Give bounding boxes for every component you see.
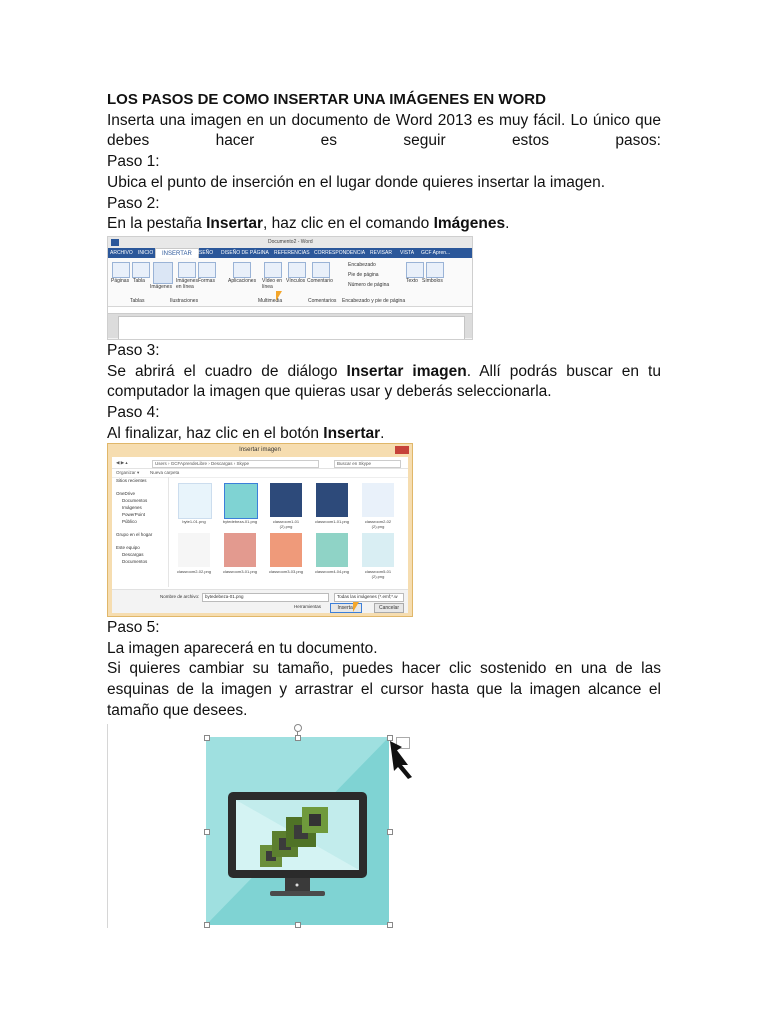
- mouse-cursor-icon: [276, 291, 282, 301]
- document-body-3: [107, 618, 661, 722]
- organize-button[interactable]: Organizar ▾: [116, 470, 140, 475]
- resized-image-illustration: [107, 724, 427, 928]
- back-forward-icon[interactable]: ◀ ▶ ▴: [116, 460, 128, 465]
- group-comentarios: Comentarios: [308, 298, 337, 304]
- sidebar-item[interactable]: PowerPoint: [122, 512, 146, 517]
- file-label: classroom5-01 (2).png: [364, 569, 392, 579]
- new-folder-button[interactable]: Nueva carpeta: [150, 470, 180, 475]
- file-label: classroom4-04.png: [314, 569, 350, 574]
- formas-label: Formas: [198, 278, 215, 284]
- dialog-footer: [112, 589, 408, 613]
- sidebar-item[interactable]: Imágenes: [122, 505, 142, 510]
- resize-cursor-icon: [388, 739, 416, 781]
- step-4-label: Paso 4:: [107, 404, 160, 422]
- file-thumbnail[interactable]: [362, 533, 394, 567]
- resize-handle-icon[interactable]: [204, 922, 210, 928]
- imagenes-icon[interactable]: [153, 262, 173, 284]
- imagenes-label: Imágenes: [150, 284, 172, 290]
- pie-de-pagina-button[interactable]: Pie de página: [348, 272, 379, 278]
- video-en-linea-icon[interactable]: [264, 262, 282, 278]
- simbolos-label: Símbolos: [422, 278, 443, 284]
- vinculos-icon[interactable]: [288, 262, 306, 278]
- document-body: [107, 90, 661, 235]
- file-type-select[interactable]: Todas las imágenes (*.emf;*.w: [334, 593, 404, 602]
- tab-diseno[interactable]: DISEÑO: [194, 250, 214, 256]
- step-2-text: En la pestaña Insertar, haz clic en el comando Imágenes.: [107, 215, 510, 233]
- computer-chip-illustration: [206, 737, 389, 925]
- dialog-title: Insertar imagen: [239, 447, 281, 453]
- texto-icon[interactable]: [406, 262, 424, 278]
- aplicaciones-label: Aplicaciones: [228, 278, 257, 284]
- imagenes-en-linea-icon[interactable]: [178, 262, 196, 278]
- rotate-handle-icon[interactable]: [294, 724, 302, 732]
- step-5-text: La imagen aparecerá en tu documento.: [107, 639, 378, 657]
- tabla-label: Tabla: [133, 278, 145, 284]
- file-label: classroom2-02.png: [176, 569, 212, 574]
- step-1-text: Ubica el punto de inserción en el lugar donde quieres insertar la imagen.: [107, 173, 606, 191]
- resize-handle-icon[interactable]: [204, 735, 210, 741]
- file-thumbnail[interactable]: [362, 483, 394, 517]
- comentario-icon[interactable]: [312, 262, 330, 278]
- inserted-image[interactable]: [206, 737, 389, 925]
- word-tab-bar: [108, 248, 472, 258]
- sidebar-item[interactable]: Descargas: [122, 552, 144, 557]
- vinculos-label: Vínculos: [286, 278, 306, 284]
- tabla-icon[interactable]: [132, 262, 150, 278]
- step-5-label: Paso 5:: [107, 619, 160, 636]
- document-title: LOS PASOS DE COMO INSERTAR UNA IMÁGENES EN WORD: [107, 91, 546, 108]
- tab-vista[interactable]: VISTA: [400, 250, 415, 256]
- word-titlebar: [108, 237, 472, 248]
- close-icon[interactable]: [395, 446, 409, 454]
- tab-diseno-pagina[interactable]: DISEÑO DE PÁGINA: [221, 250, 269, 256]
- group-encabezado: Encabezado y pie de página: [342, 298, 406, 304]
- file-grid: [172, 479, 402, 587]
- resize-handle-icon[interactable]: [295, 735, 301, 741]
- sidebar-item[interactable]: OneDrive: [116, 491, 136, 496]
- step-5-text-2: Si quieres cambiar su tamaño, puedes hacer clic sostenido en una de las esquinas de la imagen y arrastrar el cursor hasta que la imagen alcance el tamaño que desees.: [107, 660, 661, 719]
- group-multimedia: Multimedia: [258, 298, 283, 304]
- mouse-cursor-icon: [353, 602, 359, 612]
- file-label: classroom3-01.png: [222, 569, 258, 574]
- dialog-sidebar: [112, 477, 169, 587]
- tab-archivo[interactable]: ARCHIVO: [110, 250, 133, 256]
- file-name-label: Nombre de archivo:: [160, 594, 200, 599]
- step-1-label: Paso 1:: [107, 153, 160, 171]
- word-document-area: [108, 307, 472, 338]
- ruler: [108, 307, 472, 314]
- dialog-titlebar: [108, 444, 412, 457]
- tab-insertar[interactable]: INSERTAR: [155, 248, 199, 261]
- resize-handle-icon[interactable]: [295, 922, 301, 928]
- document-page[interactable]: [118, 316, 465, 340]
- resize-handle-icon[interactable]: [204, 829, 210, 835]
- file-thumbnail[interactable]: [178, 533, 210, 567]
- group-tablas: Tablas: [130, 298, 145, 304]
- margin-line: [107, 724, 108, 928]
- file-thumbnail-selected[interactable]: [224, 483, 258, 519]
- file-thumbnail[interactable]: [316, 533, 348, 567]
- file-label: bytedebeza-01.png: [222, 519, 258, 524]
- file-thumbnail[interactable]: [270, 533, 302, 567]
- sidebar-item[interactable]: Este equipo: [116, 545, 140, 550]
- tab-gcf[interactable]: GCF Apren...: [421, 250, 451, 256]
- file-thumbnail[interactable]: [270, 483, 302, 517]
- insertar-imagen-dialog-screenshot: [107, 443, 413, 617]
- comentario-label: Comentario: [307, 278, 333, 284]
- insert-button[interactable]: Insertar: [330, 603, 362, 613]
- sidebar-item[interactable]: Grupo en el hogar: [116, 532, 153, 537]
- cancel-button[interactable]: Cancelar: [374, 603, 404, 613]
- numero-de-pagina-button[interactable]: Número de página: [348, 282, 390, 288]
- sidebar-item[interactable]: Documentos: [122, 498, 148, 503]
- imagenes-en-linea-label: Imágenes en línea: [176, 278, 198, 290]
- formas-icon[interactable]: [198, 262, 216, 278]
- search-input[interactable]: Buscar en Skype: [334, 460, 401, 468]
- word-icon: [111, 239, 119, 246]
- word-window-title: Documento2 - Word: [268, 239, 313, 245]
- word-ribbon: [108, 258, 472, 307]
- aplicaciones-icon[interactable]: [233, 262, 251, 278]
- simbolos-icon[interactable]: [426, 262, 444, 278]
- group-ilustraciones: Ilustraciones: [170, 298, 199, 304]
- step-3-text: Se abrirá el cuadro de diálogo Insertar imagen. Allí podrás buscar en tu computador la imagen que quieras usar y deberás seleccionarla.: [107, 362, 661, 401]
- address-bar: [112, 457, 408, 469]
- file-label: classroom2-02 (2).png: [364, 519, 392, 529]
- tab-referencias[interactable]: REFERENCIAS: [274, 250, 310, 256]
- sidebar-item[interactable]: Sitios recientes: [116, 478, 147, 483]
- step-2-label: Paso 2:: [107, 194, 160, 212]
- resize-handle-icon[interactable]: [387, 829, 393, 835]
- resize-handle-icon[interactable]: [387, 922, 393, 928]
- file-label: byte1-01.png: [182, 519, 206, 524]
- step-3-label: Paso 3:: [107, 342, 160, 359]
- tab-inicio[interactable]: INICIO: [138, 250, 154, 256]
- word-ribbon-screenshot: [107, 236, 473, 340]
- video-en-linea-label: Vídeo en línea: [262, 278, 283, 290]
- texto-label: Texto: [406, 278, 418, 284]
- file-name-input[interactable]: bytedebeza-01.png: [202, 593, 329, 602]
- paginas-icon[interactable]: [112, 262, 130, 278]
- sidebar-item[interactable]: Documentos: [122, 559, 148, 564]
- dialog-body: [112, 457, 408, 612]
- file-thumbnail[interactable]: [178, 483, 212, 519]
- tab-correspondencia[interactable]: CORRESPONDENCIA: [314, 250, 366, 256]
- tools-button[interactable]: Herramientas: [294, 604, 322, 609]
- file-thumbnail[interactable]: [224, 533, 256, 567]
- file-thumbnail[interactable]: [316, 483, 348, 517]
- document-body-2: [107, 341, 661, 445]
- file-label: classroom1-01.png: [314, 519, 350, 524]
- file-label: classroom3-03.png: [268, 569, 304, 574]
- path-input[interactable]: Users › GCFAprendeLibre › Descargas › Skype: [152, 460, 319, 468]
- file-label: classroom1-01 (2).png: [272, 519, 300, 529]
- intro-paragraph: Inserta una imagen en un documento de Word 2013 es muy fácil. Lo único que debes hacer es seguir estos pasos:: [107, 111, 661, 150]
- step-4-text: Al finalizar, haz clic en el botón Insertar.: [107, 424, 385, 442]
- encabezado-button[interactable]: Encabezado: [348, 262, 376, 268]
- tab-revisar[interactable]: REVISAR: [370, 250, 392, 256]
- sidebar-item[interactable]: Público: [122, 519, 137, 524]
- paginas-label: Páginas: [111, 278, 130, 284]
